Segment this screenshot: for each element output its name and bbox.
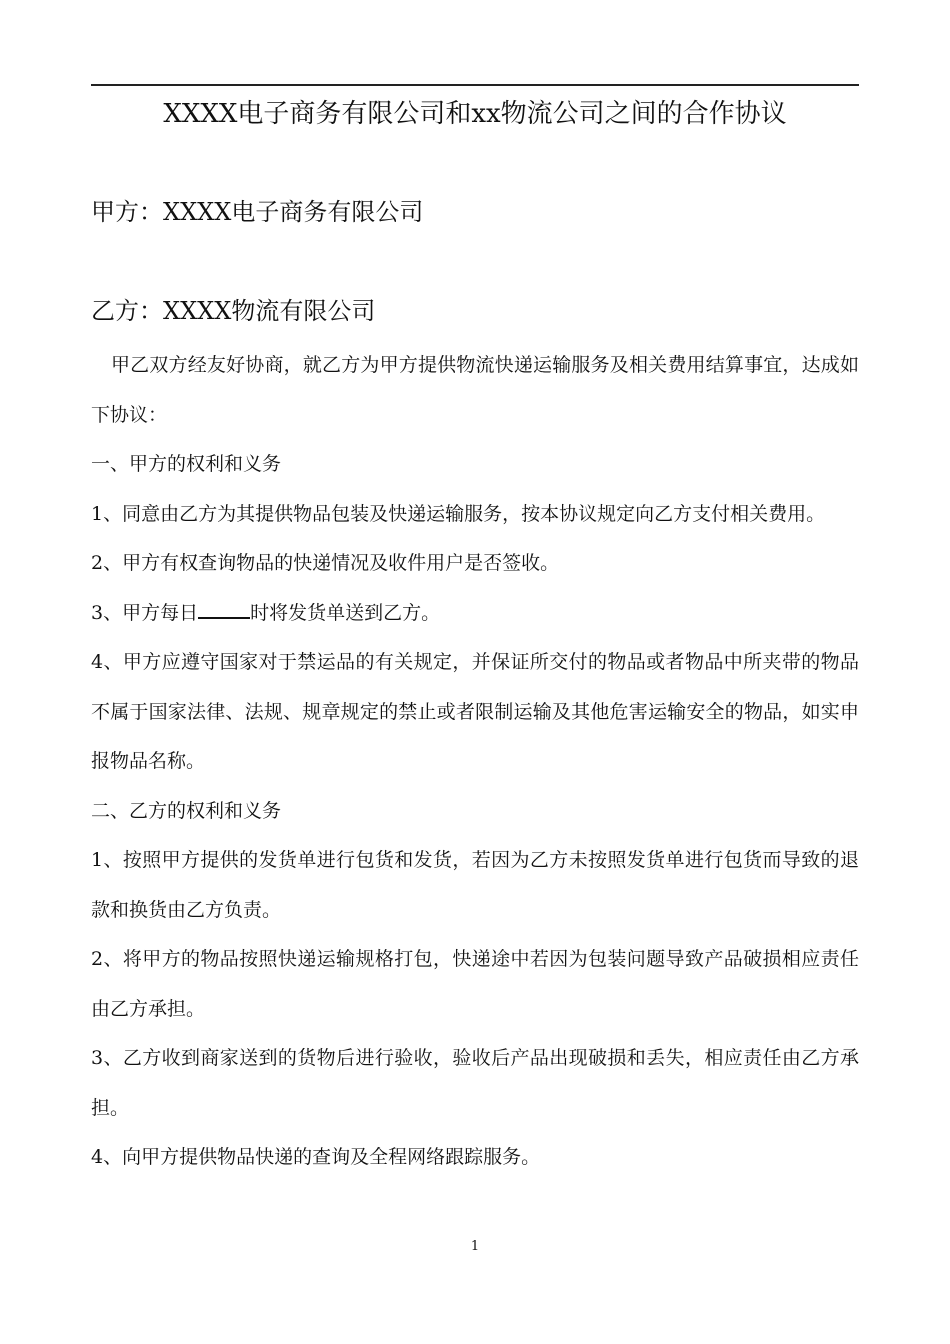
header-rule <box>91 84 859 86</box>
section-heading-party-b: 二、乙方的权利和义务 <box>91 799 282 822</box>
agreement-body <box>91 341 859 1183</box>
clause-3-text-after: 时将发货单送到乙方。 <box>250 601 441 624</box>
party-a-clause-1: 1、同意由乙方为其提供物品包装及快递运输服务，按本协议规定向乙方支付相关费用。 <box>91 502 826 525</box>
party-b-clause-3: 3、乙方收到商家送到的货物后进行验收，验收后产品出现破损和丢失，相应责任由乙方承担。 <box>91 1047 859 1119</box>
party-b-clause-2: 2、将甲方的物品按照快递运输规格打包，快递途中若因为包装问题导致产品破损相应责任由乙方承担。 <box>91 948 859 1020</box>
time-blank-field[interactable] <box>198 599 250 619</box>
party-b-clause-4: 4、向甲方提供物品快递的查询及全程网络跟踪服务。 <box>91 1146 541 1168</box>
party-a: 甲方：XXXX电子商务有限公司 <box>91 198 424 226</box>
party-b: 乙方：XXXX物流有限公司 <box>91 297 376 325</box>
party-a-clause-2: 2、甲方有权查询物品的快递情况及收件用户是否签收。 <box>91 552 560 574</box>
clause-3-text-before: 3、甲方每日 <box>91 601 199 624</box>
party-b-clause-1: 1、按照甲方提供的发货单进行包货和发货，若因为乙方未按照发货单进行包货而导致的退款和换货由乙方负责。 <box>91 849 859 921</box>
page-number: 1 <box>470 1239 480 1254</box>
intro-paragraph: 甲乙双方经友好协商，就乙方为甲方提供物流快递运输服务及相关费用结算事宜，达成如下协议： <box>91 354 859 426</box>
party-a-clause-3 <box>91 589 859 639</box>
party-a-clause-4: 4、甲方应遵守国家对于禁运品的有关规定，并保证所交付的物品或者物品中所夹带的物品不属于国家法律、法规、规章规定的禁止或者限制运输及其他危害运输安全的物品，如实申报物品名称。 <box>91 651 859 772</box>
section-heading-party-a: 一、甲方的权利和义务 <box>91 453 282 475</box>
document-title: XXXX电子商务有限公司和xx物流公司之间的合作协议 <box>163 99 787 129</box>
